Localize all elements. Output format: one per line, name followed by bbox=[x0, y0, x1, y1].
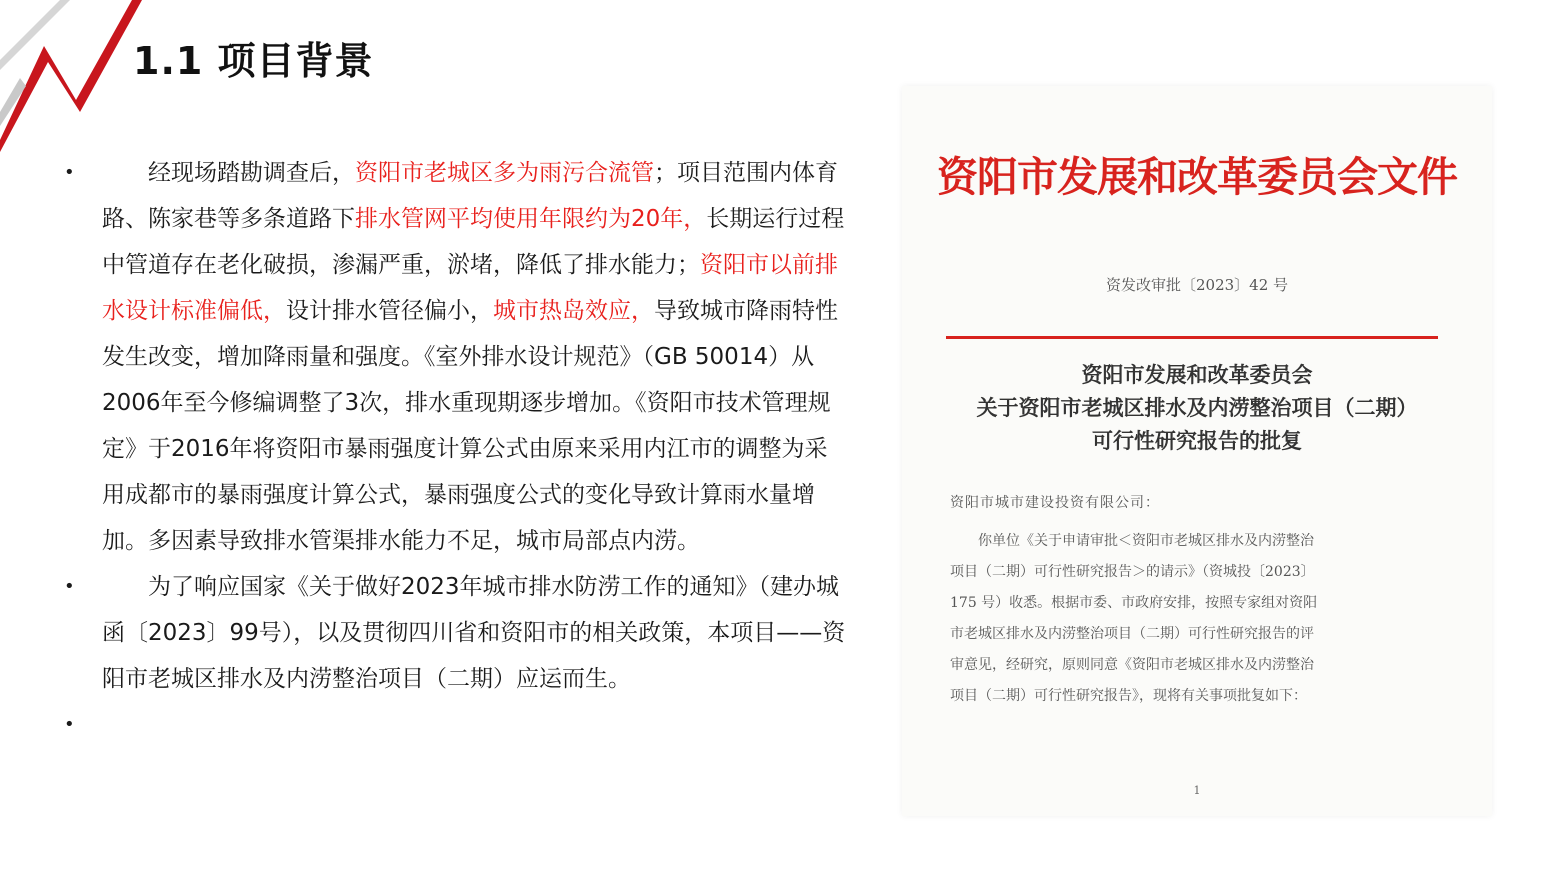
text-segment: ；项目范围内体育路、陈家巷等多条道路下 bbox=[102, 160, 838, 232]
bullet-dot-icon: • bbox=[64, 162, 75, 183]
approval-document-image bbox=[902, 86, 1492, 816]
highlight-pipe-age: 排水管网平均使用年限约为20年， bbox=[355, 206, 707, 232]
document-title-line: 关于资阳市老城区排水及内涝整治项目（二期） bbox=[976, 395, 1418, 420]
text-segment: 导致城市降雨特性发生改变，增加降雨量和强度。《室外排水设计规范》（GB 50014）从2006年至今修编调整了3次，排水重现期逐步增加。《资阳市技术管理规定》于2016年将资阳市暴雨强度计算公式由原来采用内江市的调整为采用成都市的暴雨强度计算公式，暴雨强度公式的变化导致计算雨水量增加。多因素导致排水管渠排水能力不足，城市局部点内涝。 bbox=[102, 298, 838, 554]
bullet-dot-icon: • bbox=[64, 576, 75, 597]
document-body-line: 175 号）收悉。根据市委、市政府安排，按照专家组对资阳 bbox=[950, 595, 1318, 611]
document-red-rule bbox=[946, 336, 1438, 339]
bullet-dot-icon: • bbox=[64, 714, 75, 735]
document-body-line: 审意见，经研究，原则同意《资阳市老城区排水及内涝整治 bbox=[950, 657, 1314, 673]
bullet-item-policy bbox=[60, 564, 850, 702]
text-segment: 经现场踏勘调查后， bbox=[148, 160, 355, 186]
bullet-item-background bbox=[60, 150, 850, 564]
document-number: 资发改审批〔2023〕42 号 bbox=[1105, 276, 1289, 294]
text-segment: 为了响应国家《关于做好2023年城市排水防涝工作的通知》（建办城函〔2023〕99号），以及贯彻四川省和资阳市的相关政策，本项目——资阳市老城区排水及内涝整治项目（二期）应运而生。 bbox=[102, 574, 846, 692]
document-title-line: 资阳市发展和改革委员会 bbox=[1081, 362, 1313, 387]
document-salutation: 资阳市城市建设投资有限公司： bbox=[950, 495, 1160, 511]
text-segment: 长期运行过程中管道存在老化破损，渗漏严重，淤堵，降低了排水能力； bbox=[102, 206, 845, 278]
document-title-line: 可行性研究报告的批复 bbox=[1092, 428, 1302, 453]
bullet-list bbox=[60, 150, 850, 748]
highlight-heat-island: 城市热岛效应， bbox=[493, 298, 654, 324]
page-title: 1.1 项目背景 bbox=[133, 39, 374, 83]
bullet-item-empty bbox=[60, 702, 850, 748]
document-body-line: 项目（二期）可行性研究报告＞的请示》（资城投〔2023〕 bbox=[950, 564, 1315, 580]
document-page-number: 1 bbox=[1193, 784, 1201, 797]
document-body bbox=[950, 526, 1440, 712]
document-red-header: 资阳市发展和改革委员会文件 bbox=[937, 153, 1457, 201]
highlight-combined-sewer: 资阳市老城区多为雨污合流管 bbox=[355, 160, 654, 186]
document-body-line: 市老城区排水及内涝整治项目（二期）可行性研究报告的评 bbox=[950, 626, 1314, 642]
document-body-line: 项目（二期）可行性研究报告》，现将有关事项批复如下： bbox=[950, 688, 1307, 704]
document-title bbox=[902, 358, 1492, 457]
text-segment: 设计排水管径偏小， bbox=[286, 298, 493, 324]
highlight-design-standard: 资阳市以前排水设计标准偏低， bbox=[102, 252, 838, 324]
document-body-line: 你单位《关于申请审批＜资阳市老城区排水及内涝整治 bbox=[978, 533, 1314, 549]
